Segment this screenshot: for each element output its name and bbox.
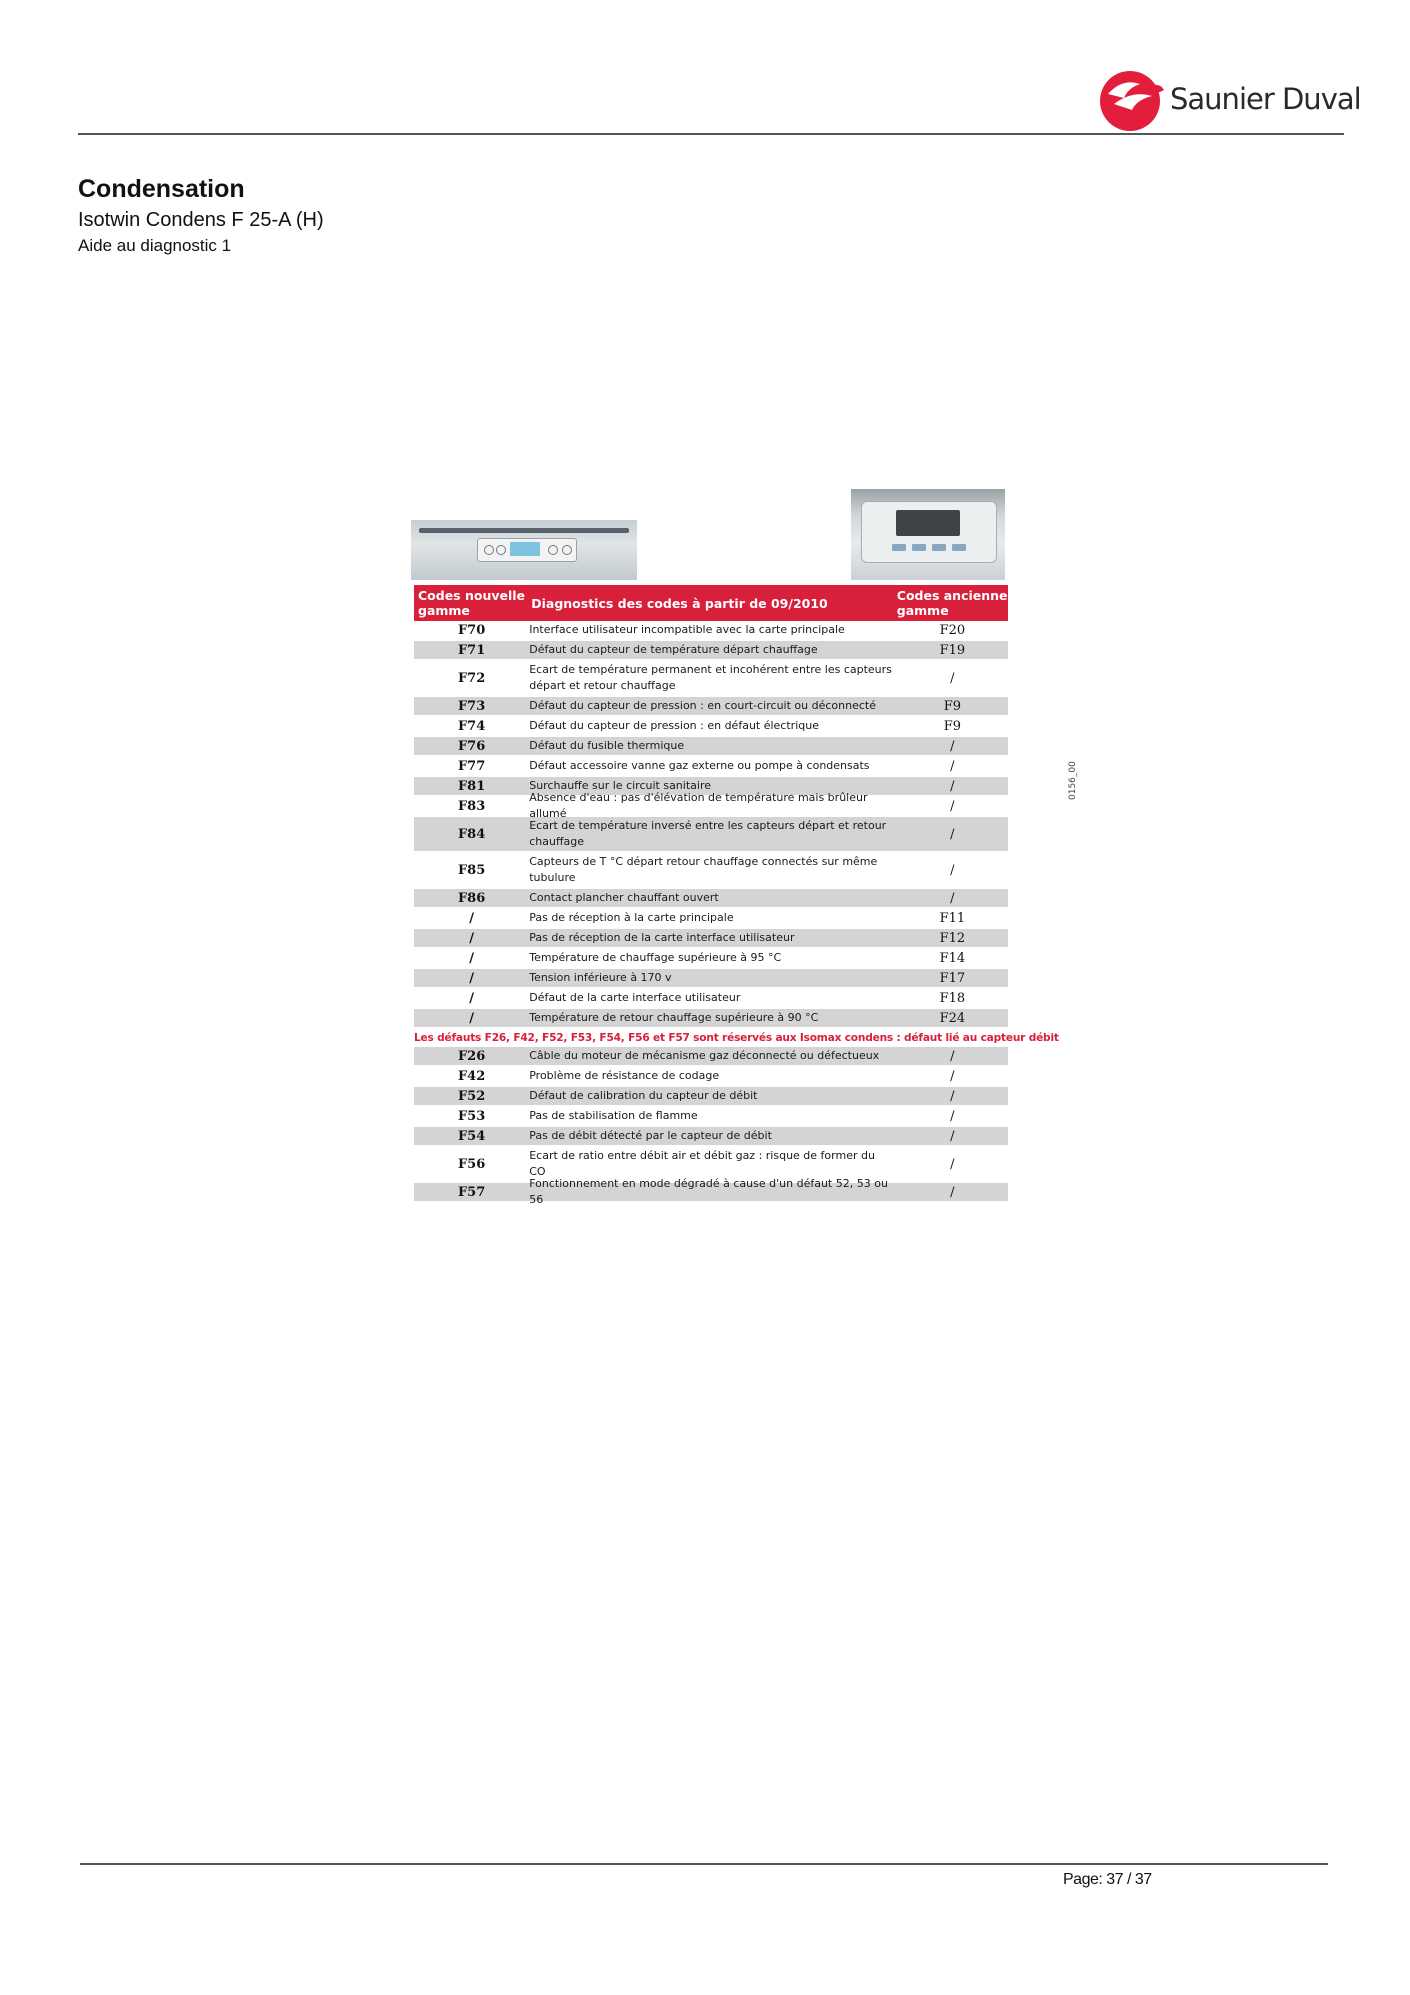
diagnostic-cell: Défaut du capteur de pression : en défaut électrique <box>529 719 819 732</box>
table-row <box>414 1177 1008 1206</box>
diagnostic-cell: Défaut du capteur de température départ chauffage <box>529 643 818 656</box>
new-code-cell: F42 <box>457 1068 486 1084</box>
diagnostic-cell: Ecart de ratio entre débit air et débit gaz : risque de former du CO <box>529 1149 875 1178</box>
table-row <box>414 1087 1008 1107</box>
old-code-cell: F20 <box>939 622 966 638</box>
diagnostic-cell: Pas de réception de la carte interface utilisateur <box>529 931 795 944</box>
diagnostic-cell: Pas de débit détecté par le capteur de débit <box>529 1129 772 1142</box>
table-row <box>414 1107 1008 1127</box>
new-code-cell: / <box>469 930 474 946</box>
old-code-cell: F17 <box>939 970 966 986</box>
old-code-cell: / <box>950 1088 955 1104</box>
section-name: Aide au diagnostic 1 <box>78 236 232 255</box>
old-code-cell: / <box>950 1156 955 1172</box>
table-row <box>414 621 1008 641</box>
new-code-cell: / <box>469 950 474 966</box>
table-row <box>414 889 1008 909</box>
page-number: Page: 37 / 37 <box>1063 1871 1152 1888</box>
new-code-cell: F83 <box>457 798 486 814</box>
table-row <box>414 791 1008 820</box>
old-code-cell: / <box>950 778 955 794</box>
old-code-cell: / <box>950 1048 955 1064</box>
diagnostic-cell: Défaut de calibration du capteur de débit <box>529 1089 758 1102</box>
diagnostic-table <box>414 585 1059 1206</box>
table-row <box>414 989 1008 1009</box>
diagnostic-cell: Contact plancher chauffant ouvert <box>529 891 719 904</box>
diagnostic-cell: Défaut du capteur de pression : en court-circuit ou déconnecté <box>529 699 876 712</box>
new-code-cell: F26 <box>457 1048 486 1064</box>
new-code-cell: F85 <box>457 862 486 878</box>
new-code-cell: F56 <box>457 1156 486 1172</box>
footer-divider <box>80 1863 1328 1865</box>
table-row <box>414 929 1008 949</box>
old-code-cell: / <box>950 862 955 878</box>
figure-reference: 0156_00 <box>1068 761 1078 800</box>
table-body-isomax <box>414 1047 1008 1206</box>
page-title: Condensation <box>78 175 245 203</box>
header-new-codes: Codes nouvelle gamme <box>418 588 526 618</box>
new-code-cell: F81 <box>457 778 486 794</box>
table-row <box>414 909 1008 929</box>
diagnostic-cell: Capteurs de T °C départ retour chauffage connectés sur même tubulure <box>529 855 878 884</box>
diagnostic-cell: Ecart de température permanent et incohérent entre les capteurs départ et retour chauffage <box>529 663 892 692</box>
new-code-cell: F74 <box>457 718 486 734</box>
isomax-note: Les défauts F26, F42, F52, F53, F54, F56 et F57 sont réservés aux Isomax condens : défaut lié au capteur débit <box>414 1032 1059 1044</box>
old-code-cell: / <box>950 890 955 906</box>
brand-name: Saunier Duval <box>1170 82 1361 116</box>
new-code-cell: F54 <box>457 1128 486 1144</box>
table-row <box>414 853 1008 889</box>
old-code-cell: F19 <box>939 642 966 658</box>
new-code-cell: F76 <box>457 738 486 754</box>
old-code-cell: / <box>950 1068 955 1084</box>
diagnostic-cell: Câble du moteur de mécanisme gaz déconnecté ou défectueux <box>529 1049 880 1062</box>
old-code-cell: F24 <box>939 1010 966 1026</box>
table-row <box>414 969 1008 989</box>
diagnostic-cell: Défaut de la carte interface utilisateur <box>529 991 741 1004</box>
table-row <box>414 949 1008 969</box>
table-header <box>414 585 1008 621</box>
old-code-cell: F9 <box>943 718 962 734</box>
new-range-panel-photo <box>411 520 637 580</box>
new-code-cell: F71 <box>457 642 486 658</box>
table-row <box>414 757 1008 777</box>
new-code-cell: / <box>469 990 474 1006</box>
header-diagnostics: Diagnostics des codes à partir de 09/2010 <box>531 595 828 611</box>
table-row <box>414 817 1008 853</box>
table-row <box>414 1127 1008 1147</box>
old-code-cell: / <box>950 1108 955 1124</box>
table-body-main <box>414 621 1008 1029</box>
diagnostic-cell: Température de retour chauffage supérieure à 90 °C <box>529 1011 819 1024</box>
table-row <box>414 697 1008 717</box>
table-row <box>414 737 1008 757</box>
old-code-cell: F14 <box>939 950 966 966</box>
table-row <box>414 1009 1008 1029</box>
new-code-cell: / <box>469 970 474 986</box>
table-row <box>414 641 1008 661</box>
model-name: Isotwin Condens F 25-A (H) <box>78 209 324 231</box>
old-range-panel-photo <box>851 489 1005 580</box>
old-code-cell: F9 <box>943 698 962 714</box>
diagnostic-cell: Problème de résistance de codage <box>529 1069 720 1082</box>
old-code-cell: / <box>950 1128 955 1144</box>
diagnostic-cell: Absence d'eau : pas d'élévation de température mais brûleur allumé <box>529 791 868 820</box>
diagnostic-cell: Défaut accessoire vanne gaz externe ou pompe à condensats <box>529 759 870 772</box>
new-code-cell: F86 <box>457 890 486 906</box>
diagnostic-cell: Fonctionnement en mode dégradé à cause d'un défaut 52, 53 ou 56 <box>529 1177 888 1206</box>
diagnostic-cell: Pas de réception à la carte principale <box>529 911 734 924</box>
old-code-cell: / <box>950 798 955 814</box>
old-code-cell: / <box>950 670 955 686</box>
new-code-cell: F52 <box>457 1088 486 1104</box>
new-code-cell: F70 <box>457 622 486 638</box>
new-code-cell: F72 <box>457 670 486 686</box>
diagnostic-cell: Tension inférieure à 170 v <box>529 971 672 984</box>
old-code-cell: / <box>950 1184 955 1200</box>
table-row <box>414 1067 1008 1087</box>
new-code-cell: F57 <box>457 1184 486 1200</box>
new-code-cell: F77 <box>457 758 486 774</box>
old-code-cell: / <box>950 826 955 842</box>
old-code-cell: F12 <box>939 930 966 946</box>
diagnostic-cell: Surchauffe sur le circuit sanitaire <box>529 779 711 792</box>
diagnostic-cell: Température de chauffage supérieure à 95 °C <box>529 951 782 964</box>
table-row <box>414 661 1008 697</box>
old-code-cell: F11 <box>939 910 966 926</box>
diagnostic-cell: Ecart de température inversé entre les capteurs départ et retour chauffage <box>529 819 887 848</box>
new-code-cell: F84 <box>457 826 486 842</box>
old-code-cell: / <box>950 758 955 774</box>
new-code-cell: / <box>469 910 474 926</box>
new-code-cell: / <box>469 1010 474 1026</box>
new-code-cell: F73 <box>457 698 486 714</box>
table-row <box>414 1047 1008 1067</box>
header-divider <box>78 133 1344 135</box>
old-code-cell: / <box>950 738 955 754</box>
header-old-codes: Codes ancienne gamme <box>896 588 1008 618</box>
diagnostic-cell: Défaut du fusible thermique <box>529 739 685 752</box>
new-code-cell: F53 <box>457 1108 486 1124</box>
table-row <box>414 717 1008 737</box>
diagnostic-cell: Pas de stabilisation de flamme <box>529 1109 698 1122</box>
diagnostic-cell: Interface utilisateur incompatible avec la carte principale <box>529 623 845 636</box>
old-code-cell: F18 <box>939 990 966 1006</box>
